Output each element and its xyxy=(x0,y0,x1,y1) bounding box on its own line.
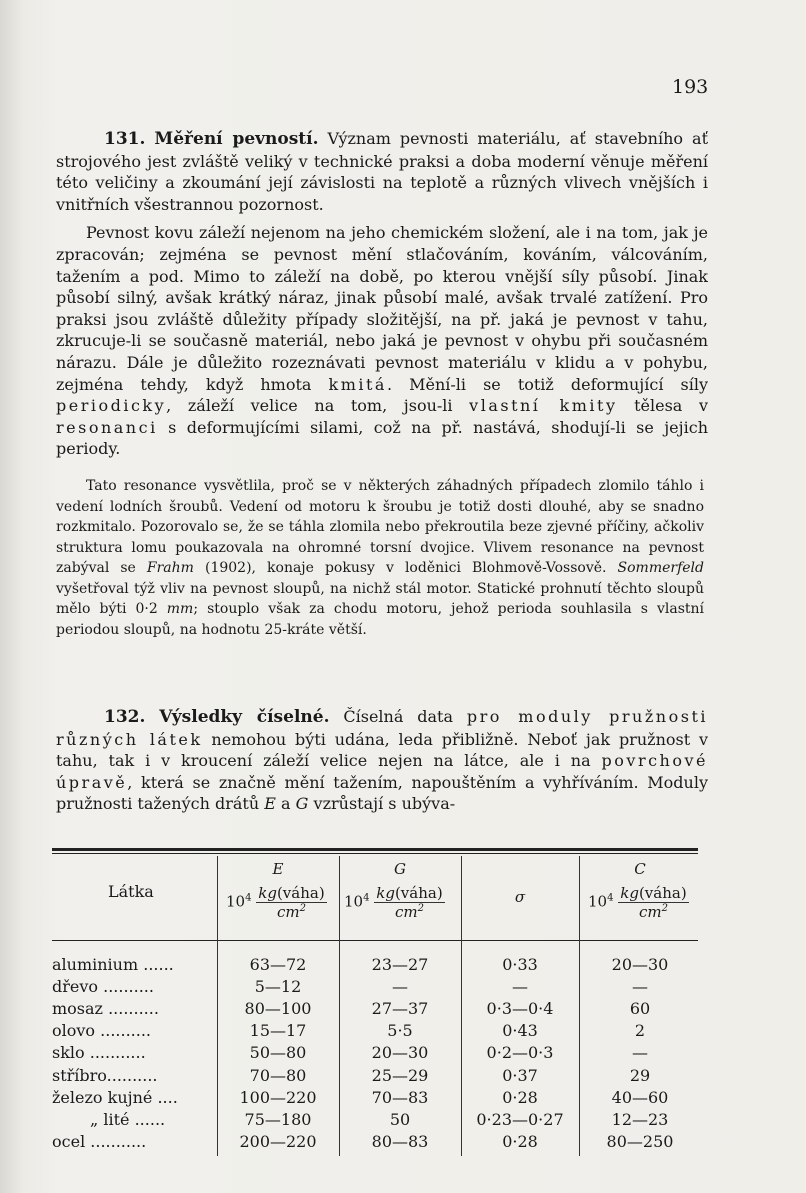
unit-fraction xyxy=(618,884,688,921)
text-run: a xyxy=(281,794,291,814)
table-row xyxy=(0,1088,806,1110)
cell-material: olovo .......... xyxy=(52,1021,151,1040)
unit-kg: kg xyxy=(376,884,395,902)
cell-sigma: 0·3—0·4 xyxy=(486,999,554,1018)
cell-C: — xyxy=(632,1043,648,1062)
cell-sigma: 0·43 xyxy=(502,1021,538,1040)
unit-cm-exp: 2 xyxy=(661,903,668,914)
unit-weight: (váha) xyxy=(394,884,443,902)
cell-E: 200—220 xyxy=(239,1132,317,1151)
text-run: Číselná data xyxy=(343,707,454,726)
cell-G: 80—83 xyxy=(371,1132,429,1151)
unit-cm-exp: 2 xyxy=(417,903,424,914)
cell-sigma: 0·2—0·3 xyxy=(486,1043,554,1062)
table-top-rule-thin xyxy=(52,853,698,854)
unit-mm: mm xyxy=(166,601,194,617)
cell-E: 15—17 xyxy=(249,1021,307,1040)
cell-C: 80—250 xyxy=(606,1132,674,1151)
unit-cm: cm xyxy=(276,903,300,921)
cell-sigma: — xyxy=(512,977,528,996)
cell-material: stříbro.......... xyxy=(52,1066,158,1085)
cell-C: 12—23 xyxy=(611,1110,669,1129)
section-132 xyxy=(56,706,708,815)
header-sigma: σ xyxy=(514,888,526,906)
cell-E: 75—180 xyxy=(244,1110,312,1129)
spaced-word: povrchové úpravě xyxy=(56,751,708,792)
unit-coef: 10 xyxy=(226,892,246,911)
unit-kg: kg xyxy=(258,884,277,902)
text-run: Pevnost kovu záleží nejenom na jeho chemickém složení, ale i na tom, jak je zpracován; zejména se pevnost mění stlačováním, kováním, válcováním, tažením a pod. Mimo to záleží na době, po kterou vnější síly působí. Jinak působí silný, avšak krátký náraz, jinak působí malé, avšak trvalé zatížení. Pro praksi jsou zvláště důležity případy složitější, na př. jaká je pevnost v tahu, zkrucuje-li se současně materiál, nebo jaká je pevnost v ohybu při současném nárazu. Dále je důležito rozeznávati pevnost materiálu v klidu a v pohybu, zejména tehdy, když hmota xyxy=(56,223,708,394)
unit-weight: (váha) xyxy=(276,884,325,902)
header-C-unit xyxy=(588,884,689,921)
cell-G: 20—30 xyxy=(371,1043,429,1062)
cell-C: 20—30 xyxy=(611,955,669,974)
unit-numerator xyxy=(618,884,688,903)
unit-cm-exp: 2 xyxy=(299,903,306,914)
text-run: (1902), konaje pokusy v loděnici Blohmově-Vossově. xyxy=(204,560,607,576)
unit-coef: 10 xyxy=(344,892,364,911)
text-run: vyšetřoval týž vliv na pevnost sloupů, na nichž stál motor. Statické prohnutí těchto sloupů mělo býti 0·2 xyxy=(56,580,704,617)
cell-sigma: 0·28 xyxy=(502,1132,538,1151)
cell-sigma: 0·28 xyxy=(502,1088,538,1107)
cell-C: 2 xyxy=(634,1021,646,1040)
unit-exp: 4 xyxy=(607,892,614,904)
section-131-text: Význam pevnosti materiálu, ať stavebního ať strojového jest zvláště veliký v technické praksi a doba moderní věnuje měření této veličiny a zkoumání její závislosti na teplotě a různých vlivech vnějších i vnitřních všestrannou pozornost. xyxy=(56,129,708,214)
author-name: Frahm xyxy=(146,560,194,576)
small-print-note xyxy=(56,476,704,640)
unit-weight: (váha) xyxy=(638,884,687,902)
cell-C: — xyxy=(632,977,648,996)
cell-G: 50 xyxy=(389,1110,411,1129)
cell-material: sklo ........... xyxy=(52,1043,146,1062)
author-name: Sommerfeld xyxy=(617,560,704,576)
header-G-unit xyxy=(344,884,445,921)
cell-material: „ lité ...... xyxy=(90,1110,166,1129)
table-row xyxy=(0,1132,806,1154)
unit-numerator xyxy=(374,884,444,903)
cell-material: aluminium ...... xyxy=(52,955,174,974)
cell-E: 80—100 xyxy=(244,999,312,1018)
spaced-word: periodicky xyxy=(56,396,167,416)
cell-G: 25—29 xyxy=(371,1066,429,1085)
cell-material: železo kujné .... xyxy=(52,1088,178,1107)
unit-fraction xyxy=(374,884,444,921)
unit-exp: 4 xyxy=(363,892,370,904)
cell-G: 70—83 xyxy=(371,1088,429,1107)
text-run: , která se značně mění tažením, napouštěním a vyhříváním. Moduly pružnosti tažených drátů xyxy=(56,772,708,814)
unit-denominator xyxy=(374,903,444,921)
cell-G: 5·5 xyxy=(387,1021,413,1040)
text-run: Tato resonance vysvětlila, proč se v některých záhadných případech zlomilo táhlo i vedení lodních šroubů. Vedení od motoru k šroubu je totiž dosti dlouhé, aby se snadno rozkmitalo. Pozorovalo se, že se táhla zlomila nebo překroutila beze zjevné příčiny, ačkoliv struktura lomu poukazovala na ohromné torsní dvojice. Vlivem resonance na pevnost zabýval se xyxy=(56,478,704,576)
symbol-G: G xyxy=(295,794,309,814)
text-run: s deformujícími silami, což na př. nastává, shodují-li se jejich periody. xyxy=(56,417,708,459)
header-C: C xyxy=(634,860,646,878)
cell-E: 70—80 xyxy=(249,1066,307,1085)
section-131-paragraph-2 xyxy=(56,222,708,460)
text-run: . Mění-li se totiž deformující síly xyxy=(386,374,709,394)
header-G: G xyxy=(394,860,406,878)
table-row xyxy=(0,1110,806,1132)
cell-G: — xyxy=(392,977,408,996)
table-row xyxy=(0,999,806,1021)
cell-material: ocel ........... xyxy=(52,1132,147,1151)
unit-cm: cm xyxy=(638,903,662,921)
spaced-word: pro moduly pružnosti různých látek xyxy=(56,707,708,749)
section-132-paragraph xyxy=(56,706,708,815)
table-header-rule xyxy=(52,940,698,941)
unit-cm: cm xyxy=(394,903,418,921)
header-E: E xyxy=(272,860,284,878)
cell-E: 50—80 xyxy=(249,1043,307,1062)
spaced-word: resonanci xyxy=(56,417,158,437)
unit-kg: kg xyxy=(620,884,639,902)
unit-denominator xyxy=(618,903,688,921)
section-132-number: 132. xyxy=(104,707,146,727)
cell-C: 40—60 xyxy=(611,1088,669,1107)
section-131-paragraph-1 xyxy=(56,128,708,215)
unit-fraction xyxy=(256,884,326,921)
cell-sigma: 0·37 xyxy=(502,1066,538,1085)
small-print-paragraph xyxy=(56,476,704,640)
page-number: 193 xyxy=(672,76,709,98)
text-run: nemohou býti udána, leda přibližně. Neboť jak pružnost v tahu, tak i v kroucení záleží velice nejen na látce, ale i na xyxy=(56,729,709,771)
header-E-unit xyxy=(226,884,327,921)
header-latka: Látka xyxy=(108,882,154,901)
cell-E: 5—12 xyxy=(254,977,302,996)
text-run: tělesa v xyxy=(634,396,708,416)
section-131-number: 131. xyxy=(104,129,146,149)
text-run: , záleží velice na tom, jsou-li xyxy=(166,396,453,416)
cell-C: 29 xyxy=(629,1066,651,1085)
table-top-rule xyxy=(52,848,698,851)
text-run: vzrůstají s ubýva- xyxy=(313,794,456,814)
cell-E: 100—220 xyxy=(239,1088,317,1107)
cell-E: 63—72 xyxy=(249,955,307,974)
table-row xyxy=(0,1021,806,1043)
unit-coef: 10 xyxy=(588,892,608,911)
unit-numerator xyxy=(256,884,326,903)
table-row xyxy=(0,955,806,977)
table-row xyxy=(0,1043,806,1065)
unit-denominator xyxy=(256,903,326,921)
text-run: ; stouplo však za chodu motoru, jehož perioda souhlasila s vlastní periodou sloupů, na hodnotu 25-kráte větší. xyxy=(56,601,705,638)
cell-C: 60 xyxy=(629,999,651,1018)
cell-sigma: 0·23—0·27 xyxy=(476,1110,564,1129)
section-131-title: Měření pevností. xyxy=(154,129,319,149)
table-row xyxy=(0,1066,806,1088)
cell-material: mosaz .......... xyxy=(52,999,159,1018)
spaced-word: vlastní kmity xyxy=(469,396,618,416)
section-131 xyxy=(56,128,708,460)
section-132-title: Výsledky číselné. xyxy=(159,707,330,727)
spaced-word: kmitá xyxy=(328,374,387,394)
cell-material: dřevo .......... xyxy=(52,977,154,996)
table-row xyxy=(0,977,806,999)
symbol-E: E xyxy=(264,794,276,814)
cell-G: 23—27 xyxy=(371,955,429,974)
cell-G: 27—37 xyxy=(371,999,429,1018)
cell-sigma: 0·33 xyxy=(502,955,538,974)
unit-exp: 4 xyxy=(245,892,252,904)
